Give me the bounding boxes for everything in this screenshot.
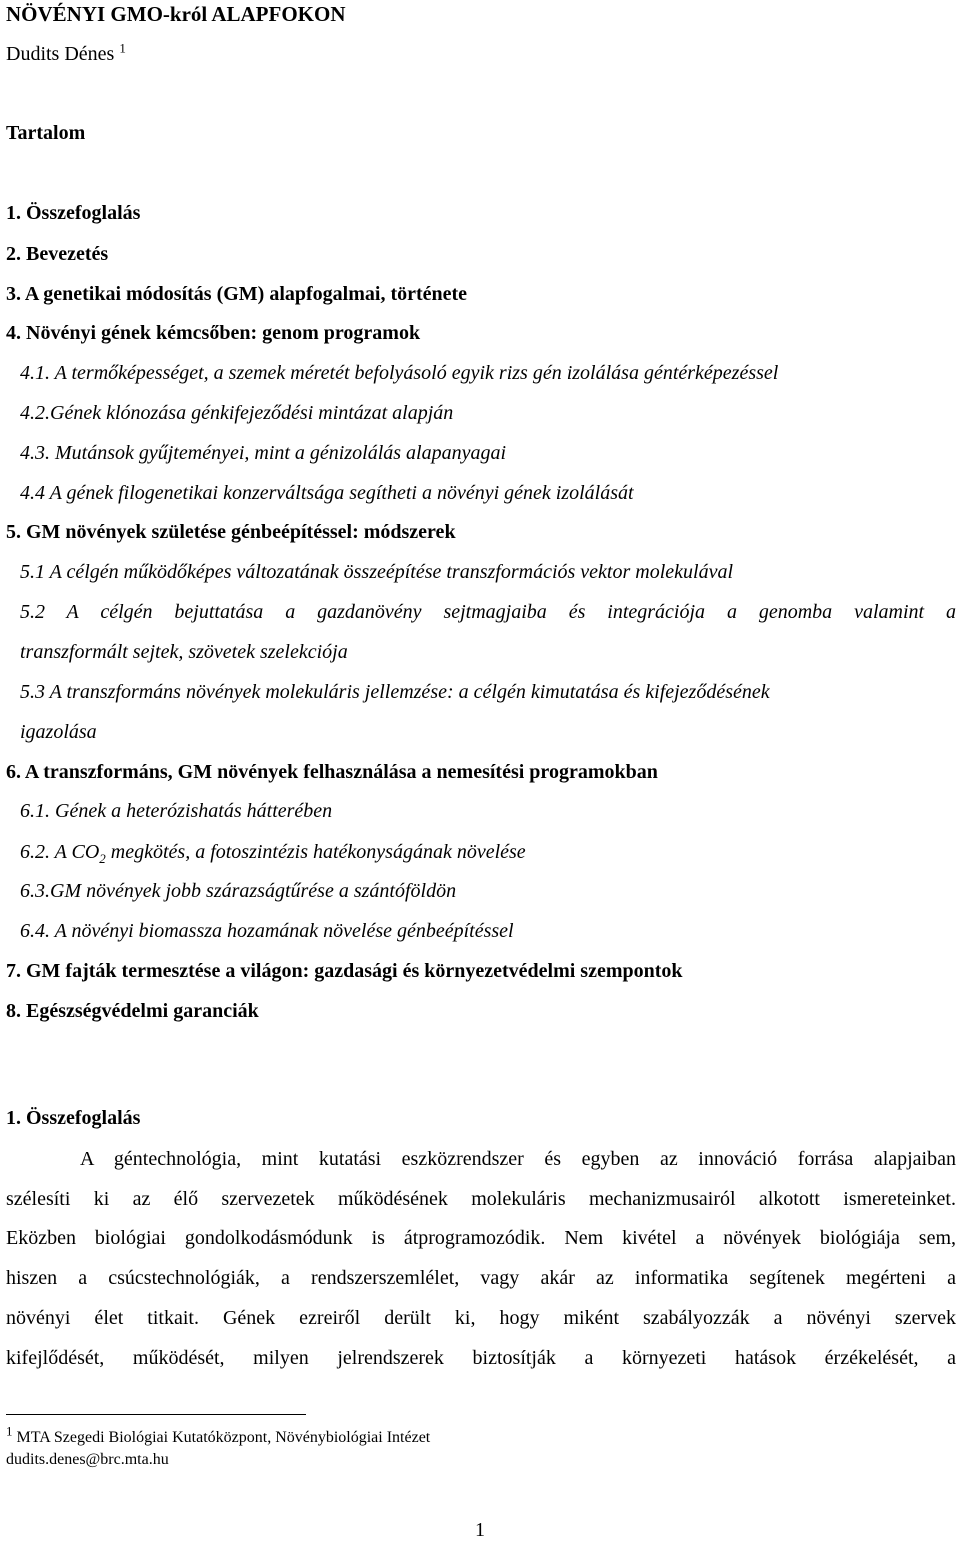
toc-item-5-3-line1: 5.3 A transzformáns növények molekuláris jellemzése: a célgén kimutatása és kifejeződésének [20, 681, 770, 703]
author-footnote-mark: 1 [119, 40, 126, 56]
summary-line [6, 1346, 956, 1370]
toc-item-7: 7. GM fajták termesztése a világon: gazdasági és környezetvédelmi szempontok [6, 960, 683, 982]
footnote-mark: 1 [6, 1423, 13, 1439]
author-name: Dudits Dénes [6, 43, 115, 65]
toc-item-5-2-line2: transzformált sejtek, szövetek szelekciója [20, 641, 348, 663]
summary-line [6, 1226, 956, 1250]
toc-item-4-4: 4.4 A gének filogenetikai konzerváltsága segítheti a növényi gének izolálását [20, 482, 634, 504]
toc-item-5: 5. GM növények születése génbeépítéssel: módszerek [6, 521, 456, 543]
toc-item-3: 3. A genetikai módosítás (GM) alapfogalmai, története [6, 283, 468, 305]
toc-item-5-2-line1 [20, 600, 956, 624]
toc-item-6-2-sub: 2 [99, 851, 106, 866]
toc-item-4-3: 4.3. Mutánsok gyűjteményei, mint a génizolálás alapanyagai [20, 442, 507, 464]
author-line [6, 42, 126, 66]
footnote-email: dudits.denes@brc.mta.hu [6, 1451, 169, 1468]
toc-item-5-3-line2: igazolása [20, 721, 97, 743]
toc-item-5-1: 5.1 A célgén működőképes változatának összeépítése transzformációs vektor molekulával [20, 561, 733, 583]
toc-item-6-3: 6.3.GM növények jobb szárazságtűrése a szántóföldön [20, 880, 457, 902]
summary-line-text: növényi élet titkait. Gének ezreiről derült ki, hogy miként szabályozzák a növényi szervek [6, 1307, 956, 1329]
summary-line-text: szélesíti ki az élő szervezetek működésének molekuláris mechanizmusairól alkotott ismereteinket. [6, 1188, 956, 1210]
summary-heading: 1. Összefoglalás [6, 1107, 141, 1129]
toc-item-5-2-text: 5.2 A célgén bejuttatása a gazdanövény sejtmagjaiba és integrációja a genomba valamint a [20, 601, 956, 623]
summary-line-text: A géntechnológia, mint kutatási eszközrendszer és egyben az innováció forrása alapjaiban [80, 1148, 956, 1170]
summary-line-text: hiszen a csúcstechnológiák, a rendszerszemlélet, vagy akár az informatika segítenek megérteni a [6, 1267, 956, 1289]
contents-heading: Tartalom [6, 122, 86, 144]
summary-line-text: kifejlődését, működését, milyen jelrendszerek biztosítják a környezeti hatások érzékelését, a [6, 1347, 956, 1369]
toc-item-4-2: 4.2.Gének klónozása génkifejeződési mintázat alapján [20, 402, 454, 424]
footnote-affiliation [6, 1423, 431, 1448]
summary-line [6, 1187, 956, 1211]
toc-item-6-2-pre: 6.2. A CO [20, 841, 100, 863]
page-number: 1 [475, 1519, 485, 1541]
summary-line [6, 1266, 956, 1290]
toc-item-4-1: 4.1. A termőképességet, a szemek méretét befolyásoló egyik rizs gén izolálása géntérképezéssel [20, 362, 779, 384]
toc-item-6-4: 6.4. A növényi biomassza hozamának növelése génbeépítéssel [20, 920, 514, 942]
toc-item-6-2-post: megkötés, a fotoszintézis hatékonyságának növelése [105, 841, 526, 863]
toc-item-2: 2. Bevezetés [6, 243, 109, 265]
footnote-divider [6, 1414, 306, 1415]
summary-line [6, 1306, 956, 1330]
summary-line-text: Eközben biológiai gondolkodásmódunk is átprogramozódik. Nem kivétel a növények biológiája sem, [6, 1227, 956, 1249]
toc-item-6-1: 6.1. Gének a heterózishatás hátterében [20, 800, 333, 822]
toc-item-8: 8. Egészségvédelmi garanciák [6, 1000, 259, 1022]
footnote-affiliation-text: MTA Szegedi Biológiai Kutatóközpont, Növénybiológiai Intézet [12, 1429, 431, 1446]
toc-item-6-2 [20, 840, 526, 864]
toc-item-6: 6. A transzformáns, GM növények felhasználása a nemesítési programokban [6, 761, 658, 783]
document-title: NÖVÉNYI GMO-król ALAPFOKON [6, 2, 346, 26]
summary-line [80, 1147, 956, 1171]
toc-item-4: 4. Növényi gének kémcsőben: genom programok [6, 322, 421, 344]
toc-item-1: 1. Összefoglalás [6, 202, 141, 224]
